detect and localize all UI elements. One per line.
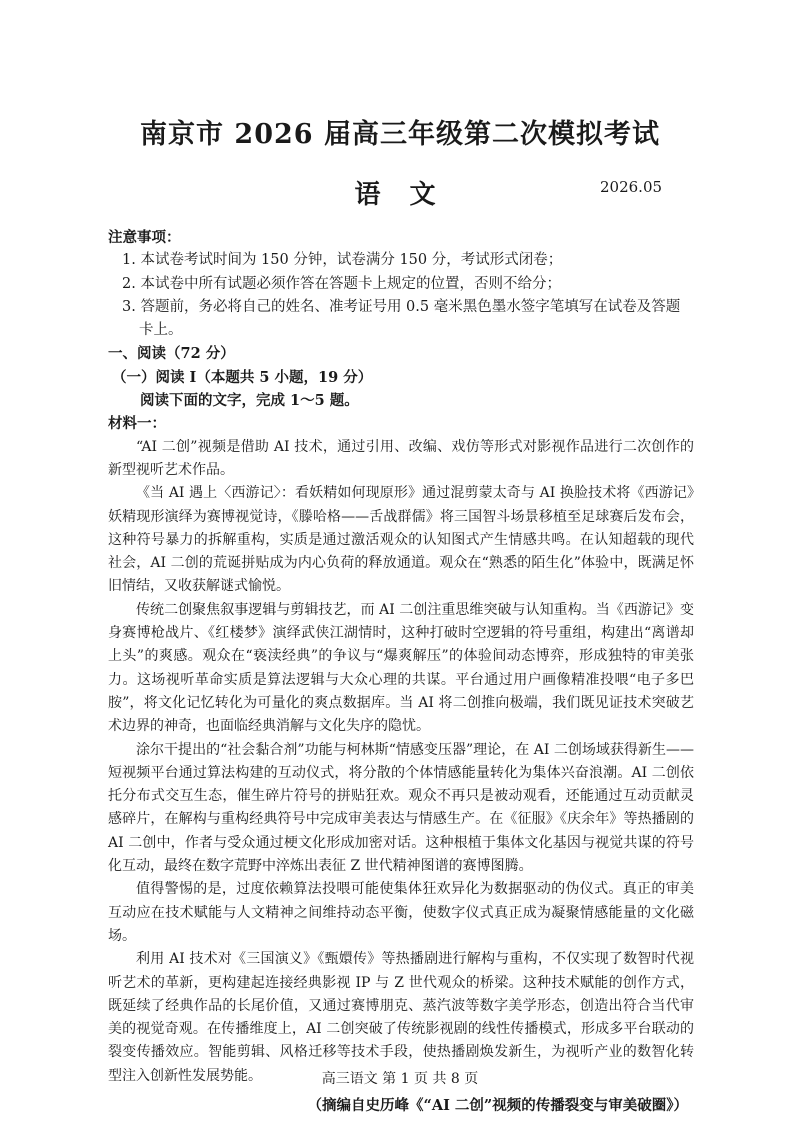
reading-instruction: 阅读下面的文字，完成 1～5 题。 <box>140 392 359 410</box>
article-paragraph-3: 传统二创聚焦叙事逻辑与剪辑技艺，而 AI 二创注重思维突破与认知重构。当《西游记》变身赛博枪战片、《红楼梦》演绎武侠江湖情时，这种打破时空逻辑的符号重组，构建出“离谱却上头”的爽感。观众在“亵渎经典”的争议与“爆爽解压”的体验间动态博弈，形成独特的审美张力。这场视听革命实质是算法逻辑与大众心理的共谋。平台通过用户画像精准投喂“电子多巴胺”，将文化记忆转化为可量化的爽点数据库。当 AI 将二创推向极端，我们既见证技术突破艺术边界的神奇，也面临经典消解与文化失序的隐忧。 <box>108 601 694 735</box>
material-label: 材料一： <box>108 415 166 433</box>
article-source: （摘编自史历峰《“AI 二创”视频的传播裂变与审美破圈》） <box>307 1096 688 1114</box>
article-paragraph-2: 《当 AI 遇上〈西游记〉：看妖精如何现原形》通过混剪蒙太奇与 AI 换脸技术将《西游记》妖精现形演绎为赛博视觉诗，《滕哈格——舌战群儒》将三国智斗场景移植至足球赛后发布会，这种符号暴力的拆解重构，实质是通过激活观众的认知图式产生情感共鸣。在认知超载的现代社会，AI 二创的荒诞拼贴成为内心负荷的释放通道。观众在“熟悉的陌生化”体验中，既满足怀旧情结，又收获解谜式愉悦。 <box>108 485 694 595</box>
sub-section-heading: （一）阅读 Ⅰ（本题共 5 小题，19 分） <box>112 368 373 386</box>
notice-heading: 注意事项： <box>108 229 181 246</box>
exam-title: 南京市 2026 届高三年级第二次模拟考试 <box>140 119 660 150</box>
article-paragraph-6: 利用 AI 技术对《三国演义》《甄嬛传》等热播剧进行解构与重构，不仅实现了数智时代视听艺术的革新，更构建起连接经典影视 IP 与 Z 世代观众的桥梁。这种技术赋能的创作方式，既延续了经典作品的长尾价值，又通过赛博朋克、蒸汽波等数字美学形态，创造出符合当代审美的视觉奇观。在传播维度上，AI 二创突破了传统影视剧的线性传播模式，形成多平台联动的裂变传播效应。智能剪辑、风格迁移等技术手段，使热播剧焕发新生，为视听产业的数智化转型注入创新性发展势能。 <box>108 951 694 1084</box>
exam-date: 2026.05 <box>600 178 663 196</box>
section-heading: 一、阅读（72 分） <box>108 345 235 363</box>
page-footer: 高三语文 第 1 页 共 8 页 <box>321 1071 479 1087</box>
notice-item-2: 2. 本试卷中所有试题必须作答在答题卡上规定的位置，否则不给分； <box>122 275 561 292</box>
article-paragraph-4: 涂尔干提出的“社会黏合剂”功能与柯林斯“情感变压器”理论，在 AI 二创场域获得新生——短视频平台通过算法构建的互动仪式，将分散的个体情感能量转化为集体兴奋浪潮。AI 二创依托分布式交互生态，催生碎片符号的拼贴狂欢。观众不再只是被动观看，还能通过互动贡献灵感碎片，在解构与重构经典符号中完成审美表达与情感生产。在《征服》《庆余年》等热播剧的 AI 二创中，作者与受众通过梗文化形成加密对话。这种根植于集体文化基因与视觉共谋的符号化互动，最终在数字荒野中淬炼出表征 Z 世代精神图谱的赛博图腾。 <box>108 741 694 875</box>
subject-title: 语 文 <box>354 180 446 210</box>
notice-item-1: 1. 本试卷考试时间为 150 分钟，试卷满分 150 分，考试形式闭卷； <box>122 252 563 269</box>
article-paragraph-5: 值得警惕的是，过度依赖算法投喂可能使集体狂欢异化为数据驱动的伪仪式。真正的审美互动应在技术赋能与人文精神之间维持动态平衡，使数字仪式真正成为凝聚情感能量的文化磁场。 <box>108 881 694 944</box>
content-area <box>108 226 694 1117</box>
article-paragraph-1: “AI 二创”视频是借助 AI 技术，通过引用、改编、戏仿等形式对影视作品进行二次创作的新型视听艺术作品。 <box>108 438 694 478</box>
notice-item-3: 3. 答题前，务必将自己的姓名、准考证号用 0.5 毫米黑色墨水签字笔填写在试卷及答题卡上。 <box>122 298 681 339</box>
